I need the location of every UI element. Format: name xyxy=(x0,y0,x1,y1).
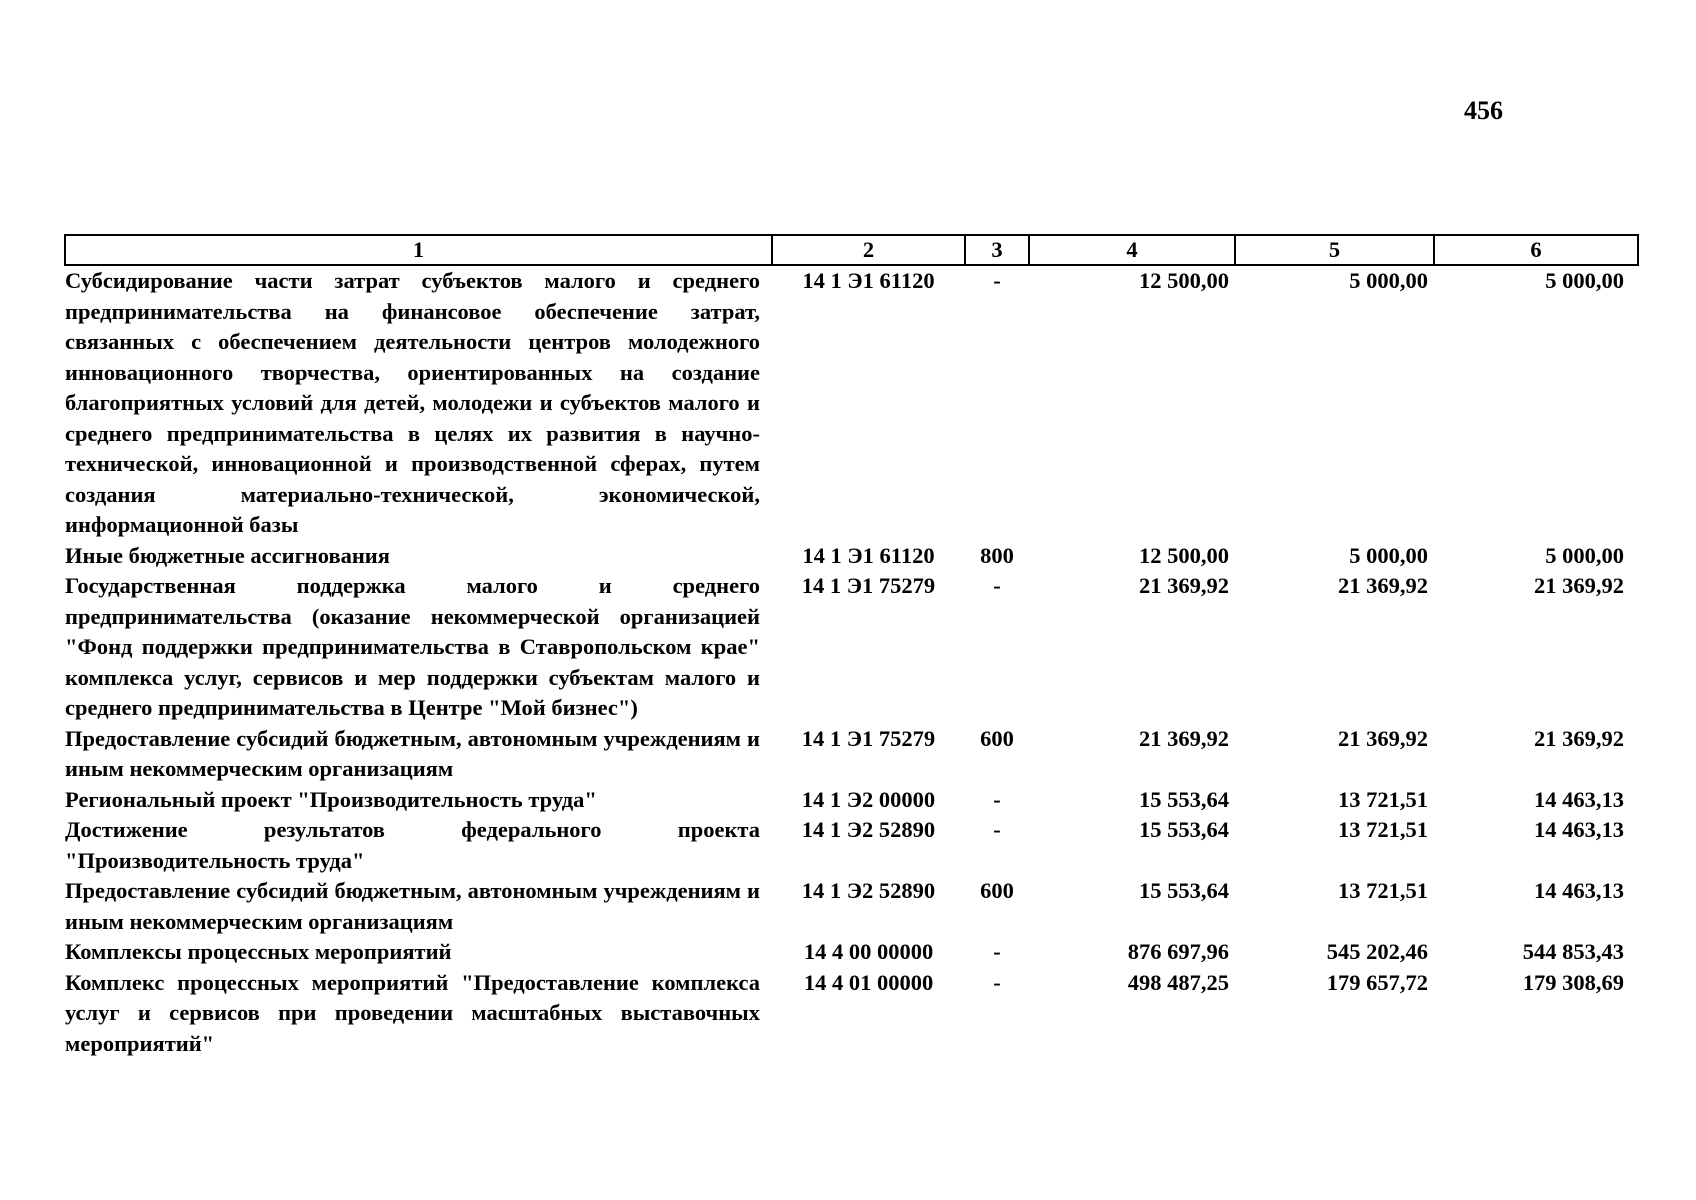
table-row xyxy=(65,876,1638,937)
row-value-2: 545 202,46 xyxy=(1326,939,1428,964)
row-value-3: 5 000,00 xyxy=(1545,542,1624,568)
row-value-3: 5 000,00 xyxy=(1545,268,1624,293)
budget-table xyxy=(64,234,1639,1059)
page-number: 456 xyxy=(1464,96,1503,125)
row-type: 600 xyxy=(980,725,1014,751)
row-value-2: 13 721,51 xyxy=(1338,817,1428,842)
row-code: 14 1 Э2 00000 xyxy=(801,786,936,812)
row-name: Иные бюджетные ассигнования xyxy=(65,542,390,568)
row-value-2: 21 369,92 xyxy=(1338,573,1428,598)
row-name: Государственная поддержка малого и среднего предпринимательства (оказание некоммерческой организацией "Фонд поддержки предпринимательства в Ставропольском крае" комплекса услуг, сервисов и мер поддержки субъектам малого и среднего предпринимательства в Центре "Мой бизнес") xyxy=(65,573,760,720)
row-name: Комплекс процессных мероприятий "Предоставление комплекса услуг и сервисов при проведении масштабных выставочных мероприятий" xyxy=(65,969,760,1056)
row-value-1: 21 369,92 xyxy=(1139,573,1229,598)
row-value-2: 5 000,00 xyxy=(1349,542,1428,568)
row-value-1: 15 553,64 xyxy=(1139,786,1229,812)
table-row xyxy=(65,815,1638,876)
row-name: Комплексы процессных мероприятий xyxy=(65,939,452,964)
row-value-3: 544 853,43 xyxy=(1522,939,1624,964)
row-type: 600 xyxy=(980,878,1014,903)
row-type: - xyxy=(993,969,1001,995)
row-code: 14 1 Э1 61120 xyxy=(802,542,935,568)
row-type: - xyxy=(993,817,1001,842)
row-type: - xyxy=(993,939,1001,964)
row-type: 800 xyxy=(980,542,1014,568)
row-value-2: 21 369,92 xyxy=(1338,725,1428,751)
row-value-1: 12 500,00 xyxy=(1139,268,1229,293)
row-name: Субсидирование части затрат субъектов малого и среднего предпринимательства на финансовое обеспечение затрат, связанных с обеспечением деятельности центров молодежного инновационного творчества, ориентированных на создание благоприятных условий для детей, молодежи и субъектов малого и среднего предпринимательства в целях их развития в научно-технической, инновационной и производственной сферах, путем создания материально-технической, экономической, информационной базы xyxy=(65,268,760,537)
table-row xyxy=(65,541,1638,572)
header-row xyxy=(65,235,1638,265)
table-row xyxy=(65,968,1638,1060)
row-code: 14 1 Э1 61120 xyxy=(802,268,935,293)
header-col-5: 5 xyxy=(1235,235,1434,265)
row-value-3: 21 369,92 xyxy=(1534,725,1624,751)
row-code: 14 1 Э1 75279 xyxy=(801,573,936,598)
row-type: - xyxy=(993,573,1001,598)
row-value-3: 14 463,13 xyxy=(1534,878,1624,903)
table-row xyxy=(65,265,1638,541)
row-name: Достижение результатов федерального проекта "Производительность труда" xyxy=(65,817,760,873)
row-value-1: 15 553,64 xyxy=(1139,817,1229,842)
table-row xyxy=(65,785,1638,816)
header-col-1: 1 xyxy=(65,235,772,265)
row-name: Региональный проект "Производительность труда" xyxy=(65,786,597,812)
table-row xyxy=(65,937,1638,968)
row-type: - xyxy=(993,268,1001,293)
row-value-2: 13 721,51 xyxy=(1338,786,1428,812)
row-code: 14 4 00 00000 xyxy=(803,939,934,964)
row-value-1: 498 487,25 xyxy=(1127,969,1229,995)
row-name: Предоставление субсидий бюджетным, автономным учреждениям и иным некоммерческим организациям xyxy=(65,878,760,934)
row-code: 14 1 Э1 75279 xyxy=(801,725,936,751)
row-value-1: 876 697,96 xyxy=(1127,939,1229,964)
row-value-1: 21 369,92 xyxy=(1139,725,1229,751)
table-row xyxy=(65,571,1638,724)
row-name: Предоставление субсидий бюджетным, автономным учреждениям и иным некоммерческим организациям xyxy=(65,725,760,781)
row-value-2: 13 721,51 xyxy=(1338,878,1428,903)
row-value-1: 12 500,00 xyxy=(1139,542,1229,568)
row-value-3: 14 463,13 xyxy=(1534,817,1624,842)
row-code: 14 1 Э2 52890 xyxy=(801,878,936,903)
row-value-2: 179 657,72 xyxy=(1326,969,1428,995)
row-value-2: 5 000,00 xyxy=(1349,268,1428,293)
row-value-3: 21 369,92 xyxy=(1534,573,1624,598)
row-type: - xyxy=(993,786,1001,812)
row-code: 14 1 Э2 52890 xyxy=(801,817,936,842)
table-row xyxy=(65,724,1638,785)
header-col-4: 4 xyxy=(1029,235,1235,265)
row-value-3: 14 463,13 xyxy=(1534,786,1624,812)
header-col-2: 2 xyxy=(772,235,965,265)
row-code: 14 4 01 00000 xyxy=(803,969,934,995)
header-col-6: 6 xyxy=(1434,235,1638,265)
row-value-1: 15 553,64 xyxy=(1139,878,1229,903)
row-value-3: 179 308,69 xyxy=(1522,969,1624,995)
header-col-3: 3 xyxy=(965,235,1029,265)
